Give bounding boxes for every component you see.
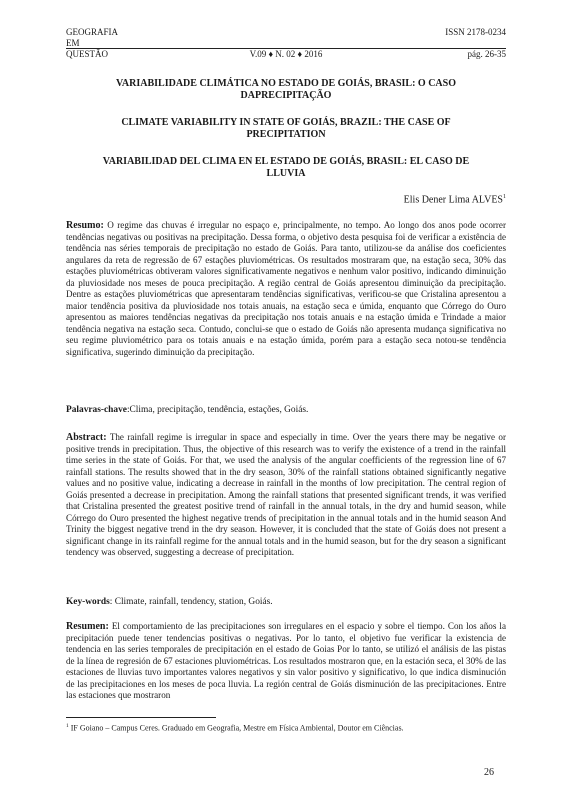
- resumen-text: El comportamiento de las precipitaciones son irregulares en el espacio y sobre el tiempo. Con los años la precipitación puede tener tendencias positivas o negativas. Por lo tanto, el objetivo fue verificar la existencia de tendencia en las series temporales de precipitación en el estado de Goias Por lo tanto, se utilizó el análisis de las pistas de la línea de regresión de 67 estaciones pluviométricas. Los resultados mostraron que, en la estación seca, el 30% de las estaciones de lluvias tuvo importantes valores negativos y sin valor positivo y significativo, lo que indica disminución de las precipitaciones en los meses de poca lluvia. La región central de Goiás disminución de las precipitaciones. Entre las estaciones que mostraron: [66, 621, 506, 701]
- abstract-paragraph: [66, 432, 506, 559]
- footnote-mark: 1: [66, 723, 69, 729]
- volume-issue: V.09 ♦ N. 02 ♦ 2016: [249, 49, 323, 59]
- title-english: CLIMATE VARIABILITY IN STATE OF GOIÁS, BRAZIL: THE CASE OF PRECIPITATION: [121, 117, 451, 140]
- author-name: Elis Dener Lima ALVES$^1$: [403, 194, 506, 206]
- abstract-label: Abstract:: [66, 432, 107, 443]
- journal-name-line2: EM: [66, 38, 80, 48]
- palavras-chave: [66, 405, 506, 415]
- footnote-rule: [66, 717, 216, 718]
- resumen-label: Resumen:: [66, 621, 109, 632]
- palavras-chave-text: :Clima, precipitação, tendência, estações, Goiás.: [126, 405, 309, 415]
- resumo-text: O regime das chuvas é irregular no espaço e, principalmente, no tempo. Ao longo dos anos pode ocorrer tendências negativas ou positivas na precipitação. Dessa forma, o objetivo desta pesquisa foi de verificar a existência de tendência nas séries temporais de precipitação no estado de Goiás. Para tanto, utilizou-se da análise dos coeficientes angulares da reta de regressão de 67 estações pluviométricas. Os resultados mostraram que, na estação seca, 30% das estações pluviométricas obtiveram valores significativamente negativos e nenhum valor positivo, indicando diminuição da pluviosidade nos meses de pouca precipitação. A região central de Goiás apresentou diminuição da precipitação. Dentre as estações pluviométricas que apresentaram tendências significativas, verificou-se que Cristalina apresentou a maior tendência positiva da pluviosidade nos totais anuais, na estação seca e úmida, enquanto que Córrego do Ouro apresentou as maiores tendências negativas da precipitação nos totais anuais e na estação úmida e Trindade a maior tendência negativa na estação seca. Contudo, conclui-se que o estado de Goiás não apresenta mudança significativa no seu regime pluviométrico para os totais anuais e na estação úmida, porém para a estação seca notou-se tendência significativa, sugerindo diminuição da precipitação.: [66, 220, 506, 358]
- resumo-label: Resumo:: [66, 220, 104, 231]
- page-number: 26: [484, 767, 494, 778]
- abstract-text: The rainfall regime is irregular in space and especially in time. Over the years there may be negative or positive trends in precipitation. Thus, the objective of this research was to verify the existence of a trend in the rainfall time series in the state of Goiás. For that, we used the analysis of the angular coefficients of the regression line of 67 rainfall stations. The results showed that in the dry season, 30% of the rainfall stations obtained significantly negative values and no positive value, indicating a decrease in rainfall in the months of low precipitation. The central region of Goiás presented a decrease in precipitation. Among the rainfall stations that presented significant trends, it was verified that Cristalina presented the greatest positive trend of rainfall in the annual totals, in the dry and humid season, while Córrego do Ouro presented the highest negative trends of precipitation in the annual totals and in the humid season And Trinity the biggest negative trend in the dry season. However, it is concluded that the state of Goiás does not present a significant change in its rainfall regime for the annual totals and in the humid season, but for the dry season a significant tendency was observed, suggesting a decrease of precipitation.: [66, 432, 506, 558]
- title-spanish: VARIABILIDAD DEL CLIMA EN EL ESTADO DE GOIÁS, BRASIL: EL CASO DE LLUVIA: [102, 156, 470, 179]
- page-range: pág. 26-35: [467, 49, 506, 59]
- footnote: [66, 721, 506, 734]
- palavras-chave-label: Palavras-chave: [66, 405, 127, 415]
- journal-name: GEOGRAFIA: [66, 27, 119, 37]
- header-row-3: [66, 49, 506, 60]
- key-words-label: Key-words: [66, 597, 110, 607]
- key-words-text: : Climate, rainfall, tendency, station, Goiás.: [109, 597, 273, 607]
- author-footnote-mark: 1: [503, 194, 506, 200]
- header-row-1: [66, 27, 506, 38]
- journal-name-line3: QUESTÃO: [66, 49, 108, 59]
- resumen-paragraph: [66, 621, 506, 702]
- key-words: [66, 597, 506, 607]
- title-portuguese: VARIABILIDADE CLIMÁTICA NO ESTADO DE GOIÁS, BRASIL: O CASO DAPRECIPITAÇÃO: [116, 78, 456, 101]
- issn: ISSN 2178-0234: [445, 27, 506, 37]
- footnote-text: IF Goiano – Campus Ceres. Graduado em Geografia, Mestre em Física Ambiental, Doutor em Ciências.: [70, 723, 404, 733]
- resumo-paragraph: [66, 220, 506, 359]
